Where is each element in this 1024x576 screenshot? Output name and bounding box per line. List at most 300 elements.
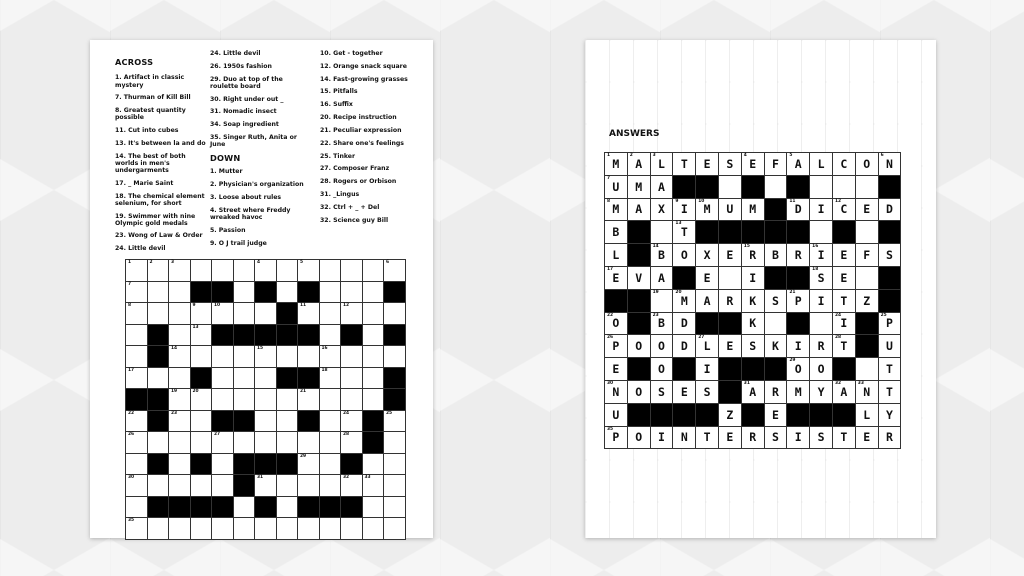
cell-number: 10 — [698, 198, 705, 204]
grid-cell — [148, 432, 170, 454]
cell-number: 17 — [128, 367, 135, 373]
grid-cell — [833, 381, 856, 404]
grid-cell — [320, 346, 342, 368]
black-cell — [234, 411, 256, 433]
grid-cell — [742, 427, 765, 450]
cell-number: 29 — [300, 453, 307, 459]
grid-cell — [363, 260, 385, 282]
grid-cell — [628, 381, 651, 404]
black-cell — [148, 497, 170, 519]
grid-cell — [234, 497, 256, 519]
grid-cell — [833, 427, 856, 450]
grid-cell — [879, 358, 902, 381]
cell-letter: M — [794, 384, 802, 399]
grid-cell — [651, 358, 674, 381]
grid-cell — [384, 475, 406, 497]
black-cell — [742, 221, 765, 244]
cell-number: 11 — [300, 303, 307, 308]
black-cell — [879, 267, 902, 290]
grid-cell — [212, 475, 234, 497]
cell-letter: E — [863, 430, 871, 445]
cell-letter: A — [794, 156, 802, 171]
grid-cell — [787, 335, 810, 358]
cell-number: 30 — [607, 380, 614, 386]
grid-cell — [298, 260, 320, 282]
cell-letter: R — [749, 430, 757, 445]
grid-cell — [169, 346, 191, 368]
black-cell — [696, 404, 719, 427]
black-cell — [696, 176, 719, 199]
cell-number: 27 — [698, 335, 705, 341]
grid-cell — [148, 303, 170, 325]
grid-cell — [651, 427, 674, 450]
cell-letter: T — [885, 384, 893, 399]
cell-number: 19 — [171, 389, 178, 394]
cell-letter: D — [885, 202, 893, 217]
grid-cell — [605, 381, 628, 404]
black-cell — [234, 325, 256, 347]
black-cell — [765, 358, 788, 381]
cell-number: 16 — [812, 244, 819, 250]
grid-cell — [628, 427, 651, 450]
cell-letter: R — [772, 384, 779, 399]
cell-letter: S — [658, 384, 665, 399]
clue-item: 30. Right under out _ — [210, 95, 284, 103]
grid-cell — [605, 176, 628, 199]
grid-cell — [719, 153, 742, 176]
cell-number: 4 — [743, 153, 747, 158]
grid-cell — [879, 381, 902, 404]
grid-cell — [169, 260, 191, 282]
black-cell — [673, 404, 696, 427]
grid-cell — [298, 303, 320, 325]
cell-letter: A — [635, 202, 643, 217]
black-cell — [191, 282, 213, 304]
grid-cell — [255, 368, 277, 390]
grid-cell — [833, 199, 856, 222]
grid-cell — [765, 335, 788, 358]
grid-cell — [169, 389, 191, 411]
grid-cell — [810, 381, 833, 404]
grid-cell — [191, 346, 213, 368]
black-cell — [787, 176, 810, 199]
grid-cell — [651, 381, 674, 404]
grid-cell — [628, 335, 651, 358]
grid-cell — [126, 260, 148, 282]
cell-letter: V — [635, 270, 643, 285]
cell-letter: P — [612, 339, 620, 354]
grid-cell — [384, 260, 406, 282]
grid-cell — [673, 221, 696, 244]
black-cell — [833, 358, 856, 381]
clue-item: 3. Loose about rules — [210, 193, 282, 201]
clue-item: 4. Street where Freddy wreaked havoc — [210, 206, 291, 221]
grid-cell — [856, 199, 879, 222]
black-cell — [384, 282, 406, 304]
grid-cell — [363, 325, 385, 347]
black-cell — [742, 176, 765, 199]
grid-cell — [765, 381, 788, 404]
cell-letter: I — [658, 430, 665, 445]
cell-letter: E — [703, 156, 711, 171]
grid-cell — [651, 244, 674, 267]
cell-letter: C — [840, 156, 848, 171]
black-cell — [234, 475, 256, 497]
grid-cell — [384, 518, 406, 540]
cell-number: 22 — [128, 410, 135, 416]
cell-letter: U — [612, 179, 620, 194]
cell-letter: D — [680, 316, 688, 331]
cell-letter: R — [794, 248, 802, 263]
cell-number: 29 — [789, 358, 796, 364]
clue-item: 32. Ctrl + _ + Del — [320, 203, 380, 211]
down-heading: DOWN — [210, 152, 241, 163]
cell-letter: S — [885, 248, 893, 263]
black-cell — [605, 290, 628, 313]
grid-cell — [833, 335, 856, 358]
grid-cell — [810, 290, 833, 313]
cell-number: 26 — [607, 335, 614, 341]
cell-number: 1 — [607, 153, 611, 158]
grid-cell — [277, 518, 299, 540]
grid-cell — [277, 475, 299, 497]
cell-letter: L — [658, 156, 665, 171]
clue-item: 13. It's between la and do — [115, 139, 206, 147]
grid-cell — [320, 432, 342, 454]
grid-cell — [856, 153, 879, 176]
grid-cell — [234, 303, 256, 325]
grid-cell — [787, 199, 810, 222]
cell-letter: A — [749, 384, 757, 399]
cell-letter: I — [794, 339, 802, 354]
grid-cell — [787, 244, 810, 267]
cell-letter: S — [772, 430, 779, 445]
grid-cell — [833, 244, 856, 267]
cell-letter: E — [840, 248, 848, 263]
cell-letter: E — [772, 407, 779, 422]
grid-cell — [605, 313, 628, 336]
cell-letter: Y — [885, 407, 893, 422]
black-cell — [255, 325, 277, 347]
black-cell — [277, 303, 299, 325]
grid-cell — [277, 497, 299, 519]
cell-number: 35 — [607, 426, 614, 432]
clues-column-2 — [210, 50, 310, 252]
black-cell — [696, 313, 719, 336]
grid-cell — [255, 389, 277, 411]
grid-cell — [810, 335, 833, 358]
grid-cell — [651, 176, 674, 199]
grid-cell — [719, 427, 742, 450]
clue-item: 2. Physician's organization — [210, 181, 304, 189]
grid-cell — [255, 303, 277, 325]
cell-letter: E — [863, 202, 871, 217]
grid-cell — [298, 389, 320, 411]
cell-number: 27 — [214, 432, 221, 437]
cell-letter: E — [726, 339, 734, 354]
black-cell — [719, 358, 742, 381]
cell-number: 6 — [880, 153, 884, 158]
cell-number: 3 — [652, 153, 656, 158]
cell-letter: M — [749, 202, 757, 217]
clue-item: 14. Fast-growing grasses — [320, 75, 408, 83]
cell-letter: S — [749, 339, 757, 354]
cell-letter: I — [840, 316, 848, 331]
cell-number: 2 — [629, 153, 633, 158]
clue-item: 1. Artifact in classic mystery — [115, 74, 185, 89]
clue-item: 31. Nomadic insect — [210, 108, 277, 116]
black-cell — [148, 325, 170, 347]
grid-cell — [234, 518, 256, 540]
grid-cell — [742, 153, 765, 176]
black-cell — [384, 389, 406, 411]
cell-letter: I — [680, 202, 688, 217]
grid-cell — [255, 432, 277, 454]
grid-cell — [719, 176, 742, 199]
grid-cell — [320, 325, 342, 347]
clue-item: 18. The chemical element selenium, for short — [115, 192, 205, 207]
cell-letter: O — [794, 362, 802, 377]
clue-item: 10. Get - together — [320, 50, 383, 57]
grid-cell — [810, 153, 833, 176]
cell-letter: E — [726, 430, 734, 445]
cell-letter: B — [658, 248, 665, 263]
black-cell — [384, 325, 406, 347]
grid-cell — [341, 303, 363, 325]
grid-cell — [191, 518, 213, 540]
cell-number: 12 — [343, 303, 350, 308]
cell-letter: K — [749, 316, 757, 331]
cell-letter: O — [817, 362, 825, 377]
clue-item: 32. Science guy Bill — [320, 216, 389, 224]
black-cell — [833, 221, 856, 244]
grid-cell — [191, 303, 213, 325]
grid-cell — [212, 303, 234, 325]
cell-number: 2 — [149, 260, 153, 265]
cell-number: 16 — [321, 346, 328, 351]
cell-letter: I — [749, 270, 757, 285]
grid-cell — [148, 518, 170, 540]
grid-cell — [277, 432, 299, 454]
grid-cell — [191, 475, 213, 497]
grid-cell — [126, 518, 148, 540]
black-cell — [126, 389, 148, 411]
cell-letter: S — [772, 293, 779, 308]
cell-number: 21 — [789, 289, 796, 295]
grid-cell — [169, 282, 191, 304]
clue-item: 22. Share one's feelings — [320, 139, 404, 147]
grid-cell — [787, 290, 810, 313]
grid-cell — [234, 260, 256, 282]
cell-number: 7 — [128, 281, 132, 287]
grid-cell — [856, 358, 879, 381]
black-cell — [696, 221, 719, 244]
grid-cell — [765, 153, 788, 176]
black-cell — [628, 244, 651, 267]
grid-cell — [148, 475, 170, 497]
grid-cell — [856, 290, 879, 313]
clue-item: 9. O J trail judge — [210, 239, 267, 247]
cell-letter: S — [703, 384, 711, 399]
cell-number: 9 — [192, 303, 196, 308]
cell-number: 31 — [257, 475, 264, 480]
black-cell — [320, 497, 342, 519]
answers-page — [585, 40, 936, 538]
black-cell — [212, 282, 234, 304]
cell-letter: O — [635, 430, 643, 445]
grid-cell — [742, 244, 765, 267]
cell-letter: Z — [863, 293, 871, 308]
cell-letter: D — [794, 202, 802, 217]
grid-cell — [169, 475, 191, 497]
cell-letter: N — [885, 156, 893, 171]
black-cell — [191, 497, 213, 519]
cell-number: 1 — [128, 260, 132, 265]
black-cell — [148, 411, 170, 433]
black-cell — [787, 221, 810, 244]
grid-cell — [363, 497, 385, 519]
cell-number: 8 — [607, 198, 611, 204]
cell-number: 14 — [171, 346, 178, 351]
grid-cell — [696, 244, 719, 267]
cell-letter: A — [635, 156, 643, 171]
clue-item: 34. Soap ingredient — [210, 121, 279, 129]
grid-cell — [651, 199, 674, 222]
grid-cell — [277, 346, 299, 368]
grid-cell — [810, 358, 833, 381]
black-cell — [298, 282, 320, 304]
grid-cell — [234, 346, 256, 368]
grid-cell — [605, 153, 628, 176]
grid-cell — [169, 454, 191, 476]
grid-cell — [810, 267, 833, 290]
grid-cell — [696, 381, 719, 404]
black-cell — [879, 290, 902, 313]
cell-letter: T — [703, 430, 711, 445]
grid-cell — [696, 153, 719, 176]
black-cell — [787, 313, 810, 336]
black-cell — [628, 404, 651, 427]
cell-letter: M — [635, 179, 643, 194]
cell-letter: T — [680, 225, 688, 240]
cell-number: 8 — [128, 303, 132, 308]
grid-cell — [765, 290, 788, 313]
grid-cell — [126, 303, 148, 325]
cell-number: 3 — [171, 260, 175, 265]
grid-cell — [856, 221, 879, 244]
grid-cell — [605, 221, 628, 244]
black-cell — [277, 454, 299, 476]
grid-cell — [384, 497, 406, 519]
grid-cell — [234, 389, 256, 411]
cell-letter: S — [817, 270, 825, 285]
cell-number: 5 — [789, 153, 793, 158]
grid-cell — [810, 221, 833, 244]
grid-cell — [148, 282, 170, 304]
black-cell — [742, 358, 765, 381]
clues-column-3 — [320, 50, 420, 229]
black-cell — [651, 404, 674, 427]
cell-letter: A — [840, 384, 848, 399]
cell-number: 12 — [834, 198, 842, 204]
clue-item: 31. _Lingus — [320, 190, 360, 198]
cell-number: 18 — [321, 367, 328, 373]
grid-cell — [810, 176, 833, 199]
grid-cell — [856, 176, 879, 199]
black-cell — [148, 346, 170, 368]
cell-letter: E — [612, 362, 620, 377]
black-cell — [191, 368, 213, 390]
grid-cell — [787, 427, 810, 450]
black-cell — [856, 335, 879, 358]
grid-cell — [879, 313, 902, 336]
grid-cell — [320, 368, 342, 390]
cell-letter: U — [726, 202, 734, 217]
grid-cell — [298, 475, 320, 497]
clue-item: 21. Peculiar expression — [320, 126, 402, 134]
grid-cell — [810, 244, 833, 267]
cell-letter: X — [703, 248, 711, 263]
cell-number: 14 — [652, 244, 659, 250]
cell-letter: R — [749, 248, 757, 263]
grid-cell — [126, 282, 148, 304]
grid-cell — [673, 313, 696, 336]
clue-item: 24. Little devil — [115, 245, 166, 253]
cell-letter: O — [863, 156, 871, 171]
clue-item: 5. Passion — [210, 226, 246, 234]
grid-cell — [298, 454, 320, 476]
grid-cell — [856, 267, 879, 290]
grid-cell — [742, 335, 765, 358]
cell-letter: A — [703, 293, 711, 308]
clue-item: 14. The best of both worlds in men's undergarments — [115, 152, 186, 174]
cell-letter: T — [840, 339, 848, 354]
cell-letter: L — [817, 156, 825, 171]
grid-cell — [628, 176, 651, 199]
grid-cell — [363, 282, 385, 304]
grid-cell — [234, 432, 256, 454]
black-cell — [765, 267, 788, 290]
grid-cell — [363, 368, 385, 390]
cell-letter: R — [726, 293, 734, 308]
cell-number: 7 — [607, 175, 611, 181]
black-cell — [212, 411, 234, 433]
black-cell — [298, 497, 320, 519]
cell-letter: I — [817, 202, 825, 217]
grid-cell — [148, 368, 170, 390]
grid-cell — [277, 411, 299, 433]
cell-letter: I — [703, 362, 711, 377]
cell-letter: T — [885, 362, 893, 377]
grid-cell — [719, 199, 742, 222]
cell-letter: I — [817, 248, 825, 263]
grid-cell — [673, 153, 696, 176]
clue-item: 16. Suffix — [320, 101, 353, 109]
cell-number: 31 — [743, 380, 750, 386]
cell-letter: L — [863, 407, 871, 422]
cell-letter: I — [817, 293, 825, 308]
grid-cell — [277, 282, 299, 304]
grid-cell — [833, 176, 856, 199]
cell-letter: F — [863, 248, 871, 263]
grid-cell — [341, 346, 363, 368]
grid-cell — [787, 358, 810, 381]
grid-cell — [605, 244, 628, 267]
black-cell — [628, 358, 651, 381]
black-cell — [719, 313, 742, 336]
grid-cell — [673, 290, 696, 313]
cell-number: 6 — [386, 260, 390, 265]
